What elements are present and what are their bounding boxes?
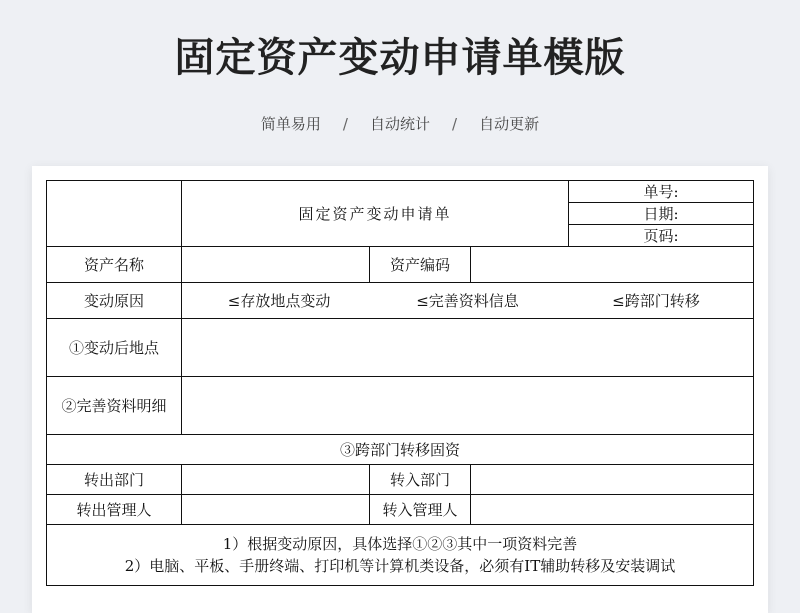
note-line: 1）根据变动原因，具体选择①②③其中一项资料完善 (222, 535, 578, 553)
tag-auto-stats: 自动统计 (369, 115, 430, 133)
feature-tags (0, 112, 800, 136)
detail-input[interactable] (182, 377, 754, 435)
reason-options (182, 283, 754, 319)
page-title: 固定资产变动申请单模版 (174, 35, 626, 81)
note-line: 2）电脑、平板、手册终端、打印机等计算机类设备，必须有IT辅助转移及安装调试 (124, 557, 676, 575)
out-manager-label: 转出管理人 (47, 495, 182, 525)
form-date-field[interactable]: 日期: (569, 203, 754, 225)
out-dept-input[interactable] (182, 465, 370, 495)
in-manager-label: 转入管理人 (370, 495, 471, 525)
notes-cell (47, 525, 754, 586)
application-form (46, 180, 754, 586)
detail-label: ②完善资料明细 (47, 377, 182, 435)
in-manager-input[interactable] (471, 495, 754, 525)
asset-name-label: 资产名称 (47, 247, 182, 283)
new-location-label: ①变动后地点 (47, 319, 182, 377)
asset-code-input[interactable] (471, 247, 754, 283)
tag-separator: / (452, 115, 458, 133)
out-manager-input[interactable] (182, 495, 370, 525)
reason-option-transfer[interactable]: ≤跨部门转移 (612, 292, 700, 310)
form-page-field[interactable]: 页码: (569, 225, 754, 247)
reason-option-info[interactable]: ≤完善资料信息 (416, 292, 519, 310)
logo-cell[interactable] (47, 181, 182, 247)
reason-label: 变动原因 (47, 283, 182, 319)
transfer-section-header: ③跨部门转移固资 (47, 435, 754, 465)
tag-easy: 简单易用 (260, 115, 321, 133)
in-dept-label: 转入部门 (370, 465, 471, 495)
new-location-input[interactable] (182, 319, 754, 377)
asset-name-input[interactable] (182, 247, 370, 283)
asset-code-label: 资产编码 (370, 247, 471, 283)
reason-option-location[interactable]: ≤存放地点变动 (227, 292, 331, 310)
out-dept-label: 转出部门 (47, 465, 182, 495)
tag-auto-update: 自动更新 (479, 115, 540, 133)
form-title: 固定资产变动申请单 (182, 181, 569, 247)
form-sheet (32, 166, 768, 613)
tag-separator: / (342, 115, 348, 133)
in-dept-input[interactable] (471, 465, 754, 495)
form-number-field[interactable]: 单号: (569, 181, 754, 203)
